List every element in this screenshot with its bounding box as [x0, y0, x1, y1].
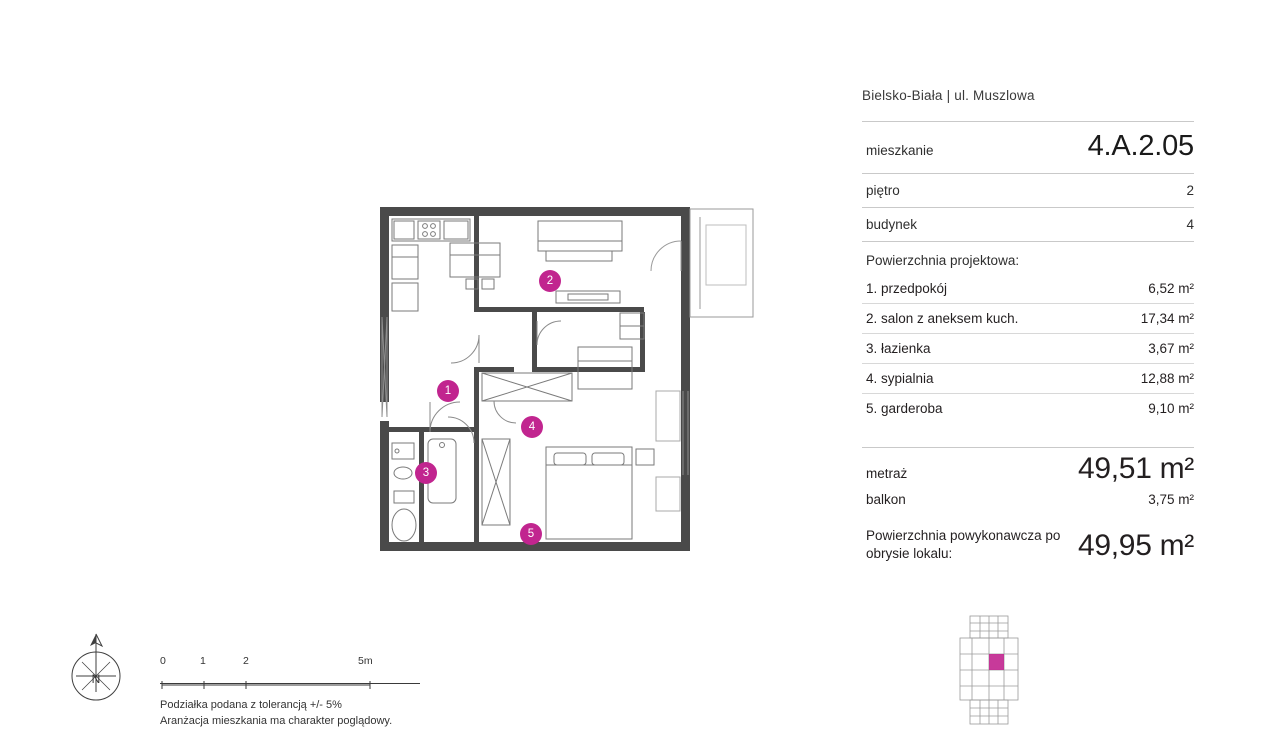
info-panel — [862, 88, 1194, 563]
scale-tick: 5m — [358, 655, 373, 667]
areas-title: Powierzchnia projektowa: — [866, 253, 1020, 268]
area-row — [862, 274, 1194, 304]
room-marker — [520, 523, 542, 545]
scale-note — [160, 698, 392, 730]
building-value: 4 — [1186, 217, 1194, 232]
room-marker-number: 1 — [444, 385, 452, 397]
powykonawcza-value: 49,95 m² — [1078, 529, 1194, 563]
apartment-value: 4.A.2.05 — [1087, 130, 1194, 162]
area-name: 1. przedpokój — [866, 281, 948, 296]
apartment-label: mieszkanie — [866, 143, 934, 158]
scale-tick: 1 — [200, 655, 206, 667]
balkon-label: balkon — [866, 492, 906, 507]
scale-tick: 2 — [243, 655, 249, 667]
area-value: 6,52 m² — [1148, 281, 1194, 296]
scale-note-line2: Aranżacja mieszkania ma charakter poglądowy. — [160, 714, 393, 727]
powykonawcza-label: Powierzchnia powykonawcza po obrysie lokalu: — [866, 528, 1061, 562]
area-name: 4. sypialnia — [866, 371, 934, 386]
compass-north-label: N — [91, 672, 101, 686]
room-marker — [521, 416, 543, 438]
floor-label: piętro — [866, 183, 900, 198]
powykonawcza-row — [862, 513, 1194, 563]
room-marker — [415, 462, 437, 484]
area-name: 5. garderoba — [866, 401, 943, 416]
area-value: 3,67 m² — [1148, 341, 1194, 356]
room-marker-number: 3 — [422, 467, 430, 479]
floor-row — [862, 174, 1194, 207]
room-marker-number: 5 — [527, 528, 535, 540]
room-marker-number: 2 — [546, 275, 554, 287]
area-row — [862, 394, 1194, 423]
spacer — [862, 423, 1194, 447]
balkon-row — [862, 488, 1194, 513]
area-name: 3. łazienka — [866, 341, 931, 356]
scale-bar-graphic — [160, 681, 420, 686]
area-row — [862, 304, 1194, 334]
area-row — [862, 364, 1194, 394]
apartment-row — [862, 122, 1194, 173]
location-text: Bielsko-Biała | ul. Muszlowa — [862, 88, 1035, 103]
room-marker-number: 4 — [528, 421, 536, 433]
room-marker — [539, 270, 561, 292]
floor-value: 2 — [1186, 183, 1194, 198]
scale-bar — [160, 655, 420, 686]
area-row — [862, 334, 1194, 364]
balkon-value: 3,75 m² — [1148, 492, 1194, 507]
metraz-label: metraż — [866, 466, 908, 481]
area-value: 9,10 m² — [1148, 401, 1194, 416]
scale-tick: 0 — [160, 655, 166, 667]
building-row — [862, 208, 1194, 241]
scale-tick-labels — [160, 655, 420, 681]
metraz-value: 49,51 m² — [1078, 452, 1194, 485]
compass-rose — [60, 632, 132, 704]
floorplan-drawing — [370, 195, 770, 565]
building-label: budynek — [866, 217, 918, 232]
key-plan — [958, 614, 1020, 726]
area-value: 12,88 m² — [1140, 371, 1194, 386]
scale-note-line1: Podziałka podana z tolerancją +/- 5% — [160, 699, 342, 711]
area-value: 17,34 m² — [1140, 311, 1194, 326]
room-marker — [437, 380, 459, 402]
metraz-row — [862, 448, 1194, 488]
area-name: 2. salon z aneksem kuch. — [866, 311, 1019, 326]
